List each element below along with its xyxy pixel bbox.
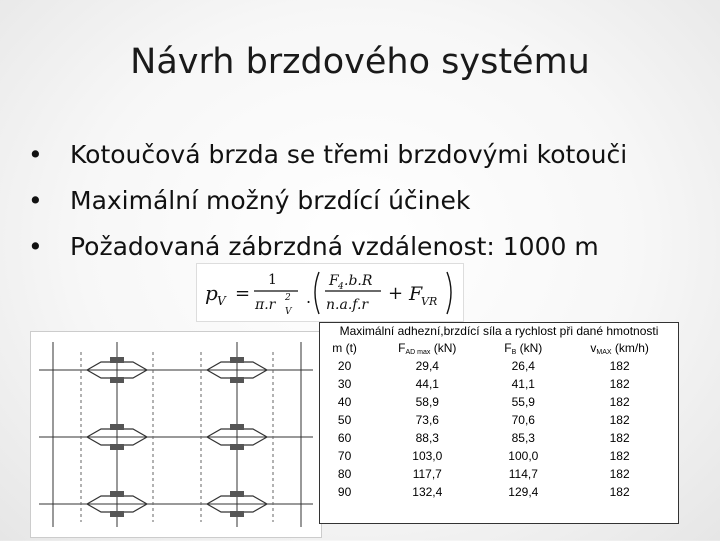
formula-frac2-num-sub: 4	[338, 282, 344, 292]
table-caption: Maximální adhezní,brzdící síla a rychlost při dané hmotnosti	[339, 324, 659, 338]
formula-term: F	[409, 283, 423, 305]
table-header-row	[320, 339, 678, 357]
formula-frac2-num: F	[329, 273, 339, 289]
bullet-text: Kotoučová brzda se třemi brzdovými kotouči	[70, 140, 628, 169]
formula-frac1-den: π.r	[255, 297, 276, 313]
table-row: 40 58,9 55,9 182	[337, 395, 630, 409]
table-row: 90 132,4 129,4 182	[337, 485, 630, 499]
formula-frac2-num-tail: .b.R	[344, 273, 373, 289]
formula-frac1-den-sub: V	[285, 307, 292, 317]
slide-title: Návrh brzdového systému	[130, 42, 590, 82]
header-braking-force: $F_B$ (kN)	[504, 340, 543, 356]
brake-disc-layout-drawing	[30, 331, 322, 538]
table-row: 80 117,7 114,7 182	[337, 467, 630, 481]
bullet-dot: •	[28, 186, 43, 215]
formula-lhs: p	[205, 281, 218, 305]
bullet-text: Požadovaná zábrzdná vzdálenost: 1000 m	[70, 232, 599, 261]
brake-force-table	[319, 322, 679, 524]
bullet-text: Maximální možný brzdící účinek	[70, 186, 471, 215]
formula-frac1-num: 1	[268, 272, 277, 288]
header-adhesion-force: $F_{AD max}$ (kN)	[398, 340, 457, 356]
formula-frac2-den: n.a.f.r	[326, 297, 369, 313]
bullet-dot: •	[28, 232, 43, 261]
formula-equals: =	[235, 283, 251, 304]
table-row: 70 103,0 100,0 182	[337, 449, 630, 463]
bullet-item	[28, 132, 627, 178]
bullet-item	[28, 178, 627, 224]
table-row: 20 29,4 26,4 182	[337, 359, 630, 373]
bullet-dot: •	[28, 140, 43, 169]
brake-pressure-formula	[196, 263, 464, 322]
formula-lhs-sub: V	[217, 294, 226, 308]
table-row: 60 88,3 85,3 182	[337, 431, 630, 445]
table-row: 30 44,1 41,1 182	[337, 377, 630, 391]
header-mass: m (t)	[332, 341, 357, 355]
table-row: 50 73,6 70,6 182	[337, 413, 630, 427]
formula-term-sub: VR	[421, 295, 438, 308]
bullet-list	[28, 132, 627, 270]
formula-frac1-den-tail: .	[306, 288, 312, 307]
formula-frac1-den-sup: 2	[285, 293, 291, 303]
header-max-speed: $v_{MAX}$ (km/h)	[590, 340, 649, 356]
formula-plus: +	[388, 283, 404, 304]
